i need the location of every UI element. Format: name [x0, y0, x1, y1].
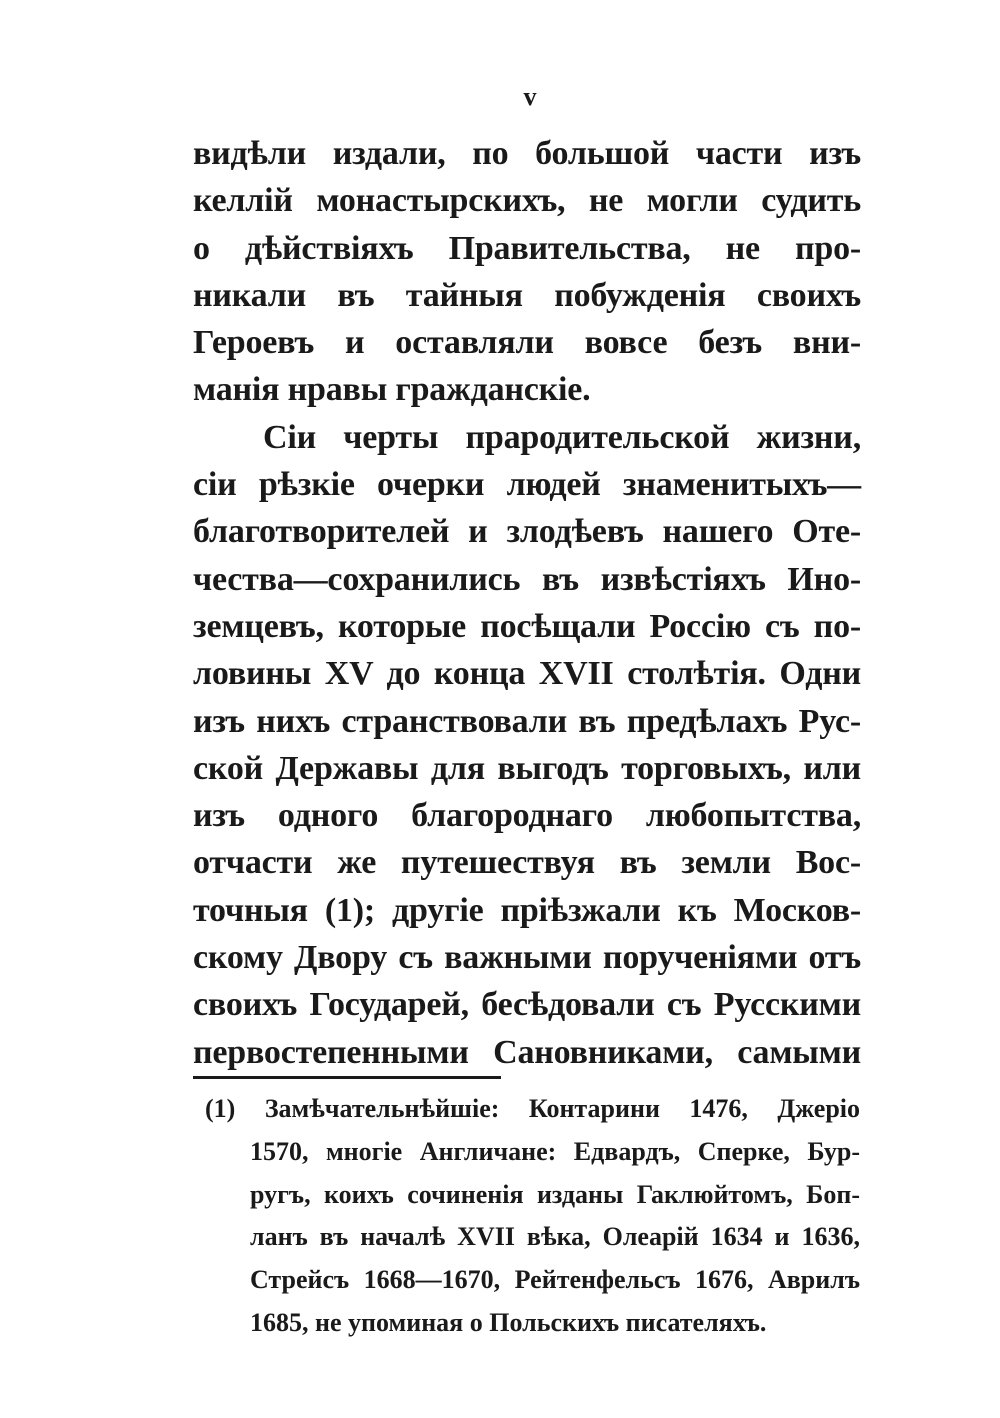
text-line: земцевъ, которые посѣщали Россію съ по- [193, 607, 861, 645]
text-line: чества—сохранились въ извѣстіяхъ Ино- [193, 560, 861, 598]
footnote-line: 1570, многіе Англичане: Едвардъ, Сперке, Бур- [250, 1136, 860, 1166]
text-line: никали въ тайныя побужденія своихъ [193, 276, 861, 314]
text-line: сіи рѣзкіе очерки людей знаменитыхъ— [193, 466, 861, 504]
footnote [205, 1088, 860, 1345]
footnote-line: Стрейсъ 1668—1670, Рейтенфельсъ 1676, Аврилъ [250, 1265, 860, 1295]
text-line: изъ одного благороднаго любопытства, [193, 797, 861, 835]
text-line: точныя (1); другіе пріѣзжали къ Москов- [193, 891, 861, 929]
text-line: благотворителей и злодѣевъ нашего Оте- [193, 513, 861, 551]
text-line: ловины XV до конца XVII столѣтія. Одни [193, 655, 861, 693]
footnote-text: Замѣчательнѣйшіе: Контарини 1476, Джеріо [264, 1094, 861, 1123]
text-line: изъ нихъ странствовали въ предѣлахъ Рус- [193, 702, 861, 740]
footnote-line-first [205, 1088, 860, 1131]
footnote-marker: (1) [205, 1094, 236, 1123]
footnote-line: ланъ въ началѣ XVII вѣка, Олеарій 1634 и 1636, [250, 1222, 860, 1252]
text-line: видѣли издали, по большой части изъ [193, 135, 861, 172]
page-number: v [523, 82, 537, 111]
main-text [193, 130, 861, 1076]
footnote-line: ругъ, коихъ сочиненія изданы Гаклюйтомъ, Боп- [250, 1179, 860, 1209]
text-line: первостепенными Сановниками, самыми [193, 1033, 861, 1071]
text-line: скому Двору съ важными порученіями отъ [193, 939, 861, 977]
paragraph-1 [193, 130, 861, 414]
text-line: отчасти же путешествуя въ земли Вос- [193, 844, 861, 882]
text-line: келлій монастырскихъ, не могли судить [193, 182, 861, 220]
footnote-line: 1685, не упоминая о Польскихъ писателяхъ. [250, 1307, 767, 1337]
footnote-divider [193, 1076, 501, 1079]
paragraph-2 [193, 414, 861, 1076]
text-line: Героевъ и оставляли вовсе безъ вни- [193, 324, 861, 362]
text-line: Сіи черты прародительской жизни, [263, 418, 861, 456]
text-line: своихъ Государей, бесѣдовали съ Русскими [193, 986, 861, 1024]
text-line: о дѣйствіяхъ Правительства, не про- [193, 229, 861, 267]
text-line: манія нравы гражданскіе. [193, 371, 591, 409]
text-line: ской Державы для выгодъ торговыхъ, или [193, 749, 861, 787]
